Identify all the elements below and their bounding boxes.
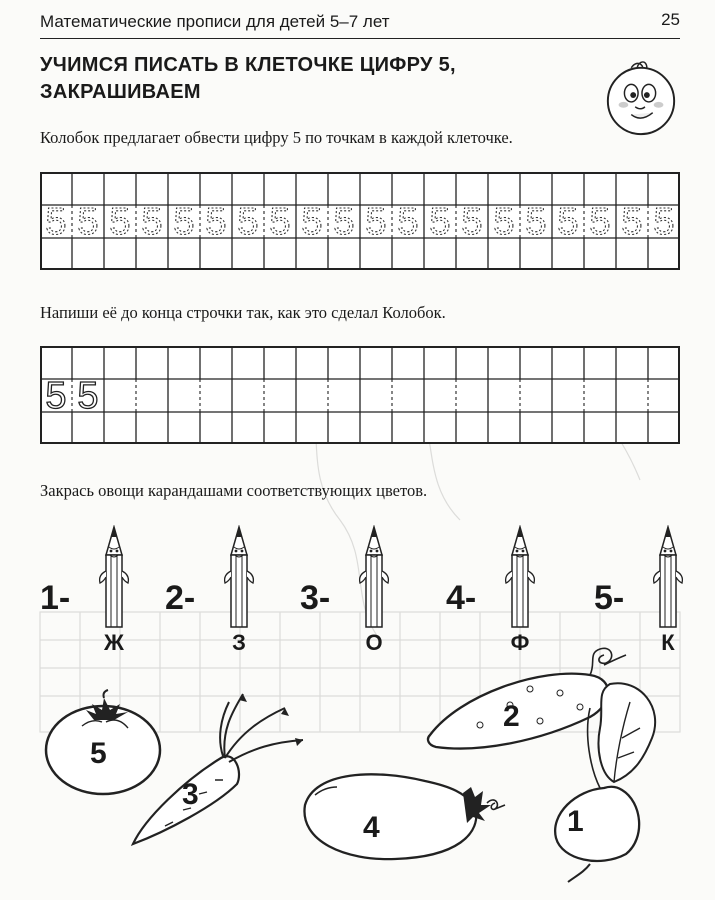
pencil-number: 1-	[40, 579, 71, 617]
pencil-legend-1	[40, 525, 150, 660]
tomato-number: 5	[90, 737, 107, 770]
sample-digit: 5	[77, 375, 99, 417]
trace-digit: 5	[77, 201, 99, 243]
trace-digit: 5	[589, 201, 611, 243]
trace-digit: 5	[173, 201, 195, 243]
trace-digit: 5	[653, 201, 675, 243]
trace-digit: 5	[429, 201, 451, 243]
pencil-legend-5	[594, 525, 704, 660]
pencil-number: 4-	[446, 579, 477, 617]
pencil-icon	[648, 525, 688, 631]
eggplant-number: 4	[363, 811, 380, 844]
cucumber-number: 2	[503, 700, 520, 733]
trace-digit: 5	[45, 201, 67, 243]
trace-digit: 5	[205, 201, 227, 243]
radish-number: 1	[567, 805, 584, 838]
instruction-trace: Колобок предлагает обвести цифру 5 по точкам в каждой клеточке.	[40, 128, 513, 147]
trace-digit: 5	[397, 201, 419, 243]
pencil-number: 5-	[594, 579, 625, 617]
pencil-number: 2-	[165, 579, 196, 617]
sample-digit: 5	[45, 375, 67, 417]
pencil-icon	[354, 525, 394, 631]
pencil-icon	[94, 525, 134, 631]
pencil-number: 3-	[300, 579, 331, 617]
radish-drawing	[530, 678, 670, 883]
pencil-legend-2	[165, 525, 275, 660]
trace-digit: 5	[557, 201, 579, 243]
pencil-legend-4	[446, 525, 556, 660]
kolobok-character-icon	[602, 60, 680, 138]
trace-digit: 5	[301, 201, 323, 243]
trace-digit: 5	[141, 201, 163, 243]
eggplant-drawing	[295, 765, 520, 865]
writing-grid	[40, 346, 680, 444]
book-title: Математические прописи для детей 5–7 лет	[40, 12, 390, 31]
color-letter: О	[365, 630, 383, 655]
instruction-color: Закрась овощи карандашами соответствующих цветов.	[40, 481, 428, 500]
pencil-legend-3	[300, 525, 410, 660]
pencil-icon	[500, 525, 540, 631]
trace-digit: 5	[269, 201, 291, 243]
trace-digit: 5	[237, 201, 259, 243]
color-letter: Ж	[104, 630, 124, 655]
page-number: 25	[661, 10, 680, 29]
color-letter: Ф	[510, 630, 530, 655]
lesson-title-line2: ЗАКРАШИВАЕМ	[40, 81, 201, 103]
instruction-write: Напиши её до конца строчки так, как это сделал Колобок.	[40, 303, 446, 322]
lesson-title-line1: УЧИМСЯ ПИСАТЬ В КЛЕТОЧКЕ ЦИФРУ 5,	[40, 54, 456, 76]
carrot-drawing	[125, 688, 315, 848]
carrot-number: 3	[182, 778, 199, 811]
trace-digit: 5	[461, 201, 483, 243]
lesson-title	[40, 52, 510, 106]
color-letter: З	[232, 630, 246, 655]
trace-digit: 5	[493, 201, 515, 243]
trace-digit: 5	[525, 201, 547, 243]
trace-digit: 5	[621, 201, 643, 243]
pencil-icon	[219, 525, 259, 631]
trace-grid	[40, 172, 680, 270]
color-letter: К	[661, 630, 675, 655]
trace-digit: 5	[333, 201, 355, 243]
trace-digit: 5	[365, 201, 387, 243]
trace-digit: 5	[109, 201, 131, 243]
